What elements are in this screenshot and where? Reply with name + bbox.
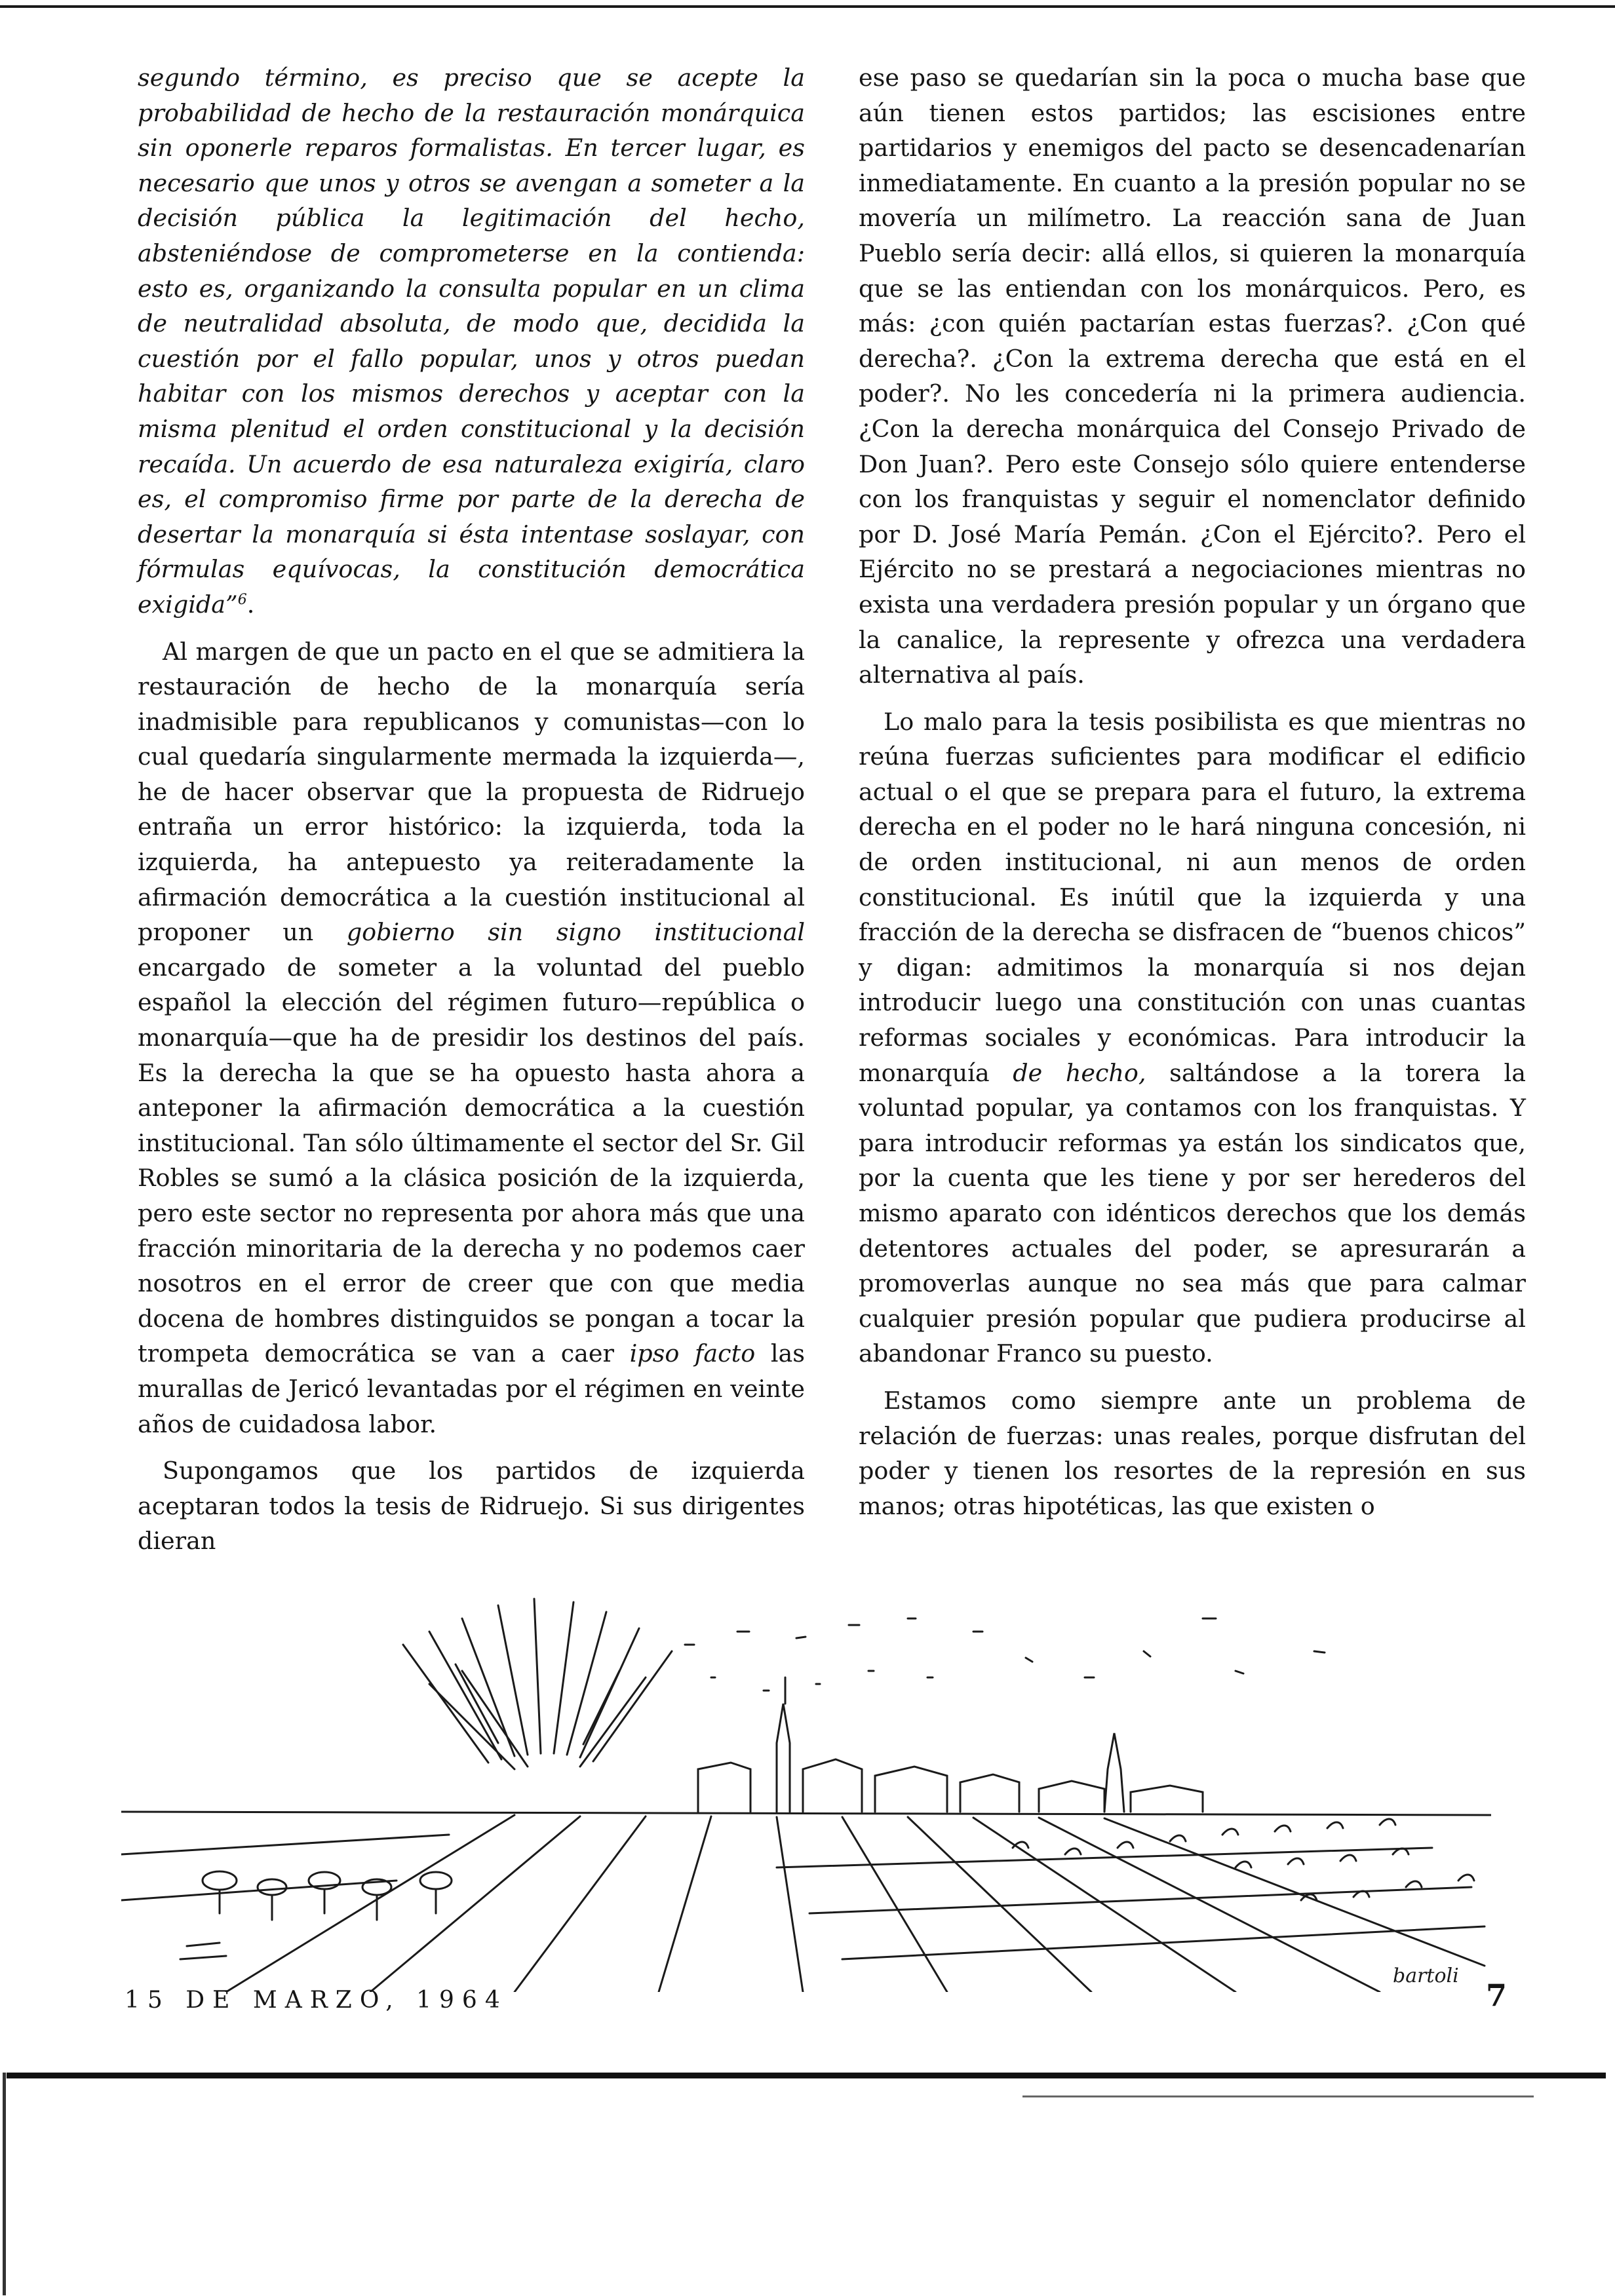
town bbox=[698, 1677, 1203, 1812]
scan-edge-mark bbox=[3, 2073, 6, 2295]
paragraph-left-3: Supongamos que los partidos de izquierda aceptaran todos la tesis de Ridruejo. Si sus dirigentes dieran bbox=[138, 1457, 805, 1556]
paragraph-right-3: Estamos como siempre ante un problema de relación de fuerzas: unas reales, porque disfrutan del poder y tienen los resortes de la represión en sus manos; otras hipotéticas, las que existen o bbox=[859, 1386, 1526, 1520]
paragraph-right-2: Lo malo para la tesis posibilista es que mientras no reúna fuerzas suficientes para modificar el edificio actual o el que se prepara para el futuro, la extrema derecha en el poder no le hará ninguna concesión, ni de orden institucional, ni aun menos de orden constitucional. Es inútil que la izquierda y una fracción de la derecha se disfracen de “buenos chicos” y digan: admitimos la monarquía si nos dejan introducir luego una constitución con unas cuantas reformas sociales y económicas. Para introducir la monarquía de hecho, saltándose a la torera la voluntad popular, ya contamos con los franquistas. Y para introducir reformas ya están los sindicatos que, por la cuenta que les tiene y por ser herederos del mismo aparato con idénticos derechos que los demás detentores actuales del poder, se apresurarán a promoverlas aunque no sea más que para calmar cualquier presión popular que pudiera producirse al abandonar Franco su puesto. bbox=[859, 707, 1526, 1368]
paragraph-left-1: segundo término, es preciso que se acepte la probabilidad de hecho de la restauración monárquica sin oponerle reparos formalistas. En tercer lugar, es necesario que unos y otros se avengan a someter a la decisión pública la legitimación del hecho, absteniéndose de comprometerse en la contienda: esto es, organizando la consulta popular en un clima de neutralidad absoluta, de modo que, decidida la cuestión por el fallo popular, unos y otros puedan habitar con los mismos derechos y aceptar con la misma plenitud el orden constitucional y la decisión recaída. Un acuerdo de esa naturaleza exigiría, claro es, el compromiso firme por parte de la derecha de desertar la monarquía si ésta intentase soslayar, con fórmulas equívocas, la constitución democrática exigida”$^6$. bbox=[138, 64, 805, 619]
trees bbox=[180, 1871, 452, 1959]
issue-date: 15 DE MARZO, 1964 bbox=[125, 1987, 508, 2014]
italic-quote: segundo término, es preciso que se acepte la probabilidad de hecho de la restauración monárquica sin oponerle reparos formalistas. En tercer lugar, es necesario que unos y otros se avengan a someter a la decisión pública la legitimación del hecho, absteniéndose de comprometerse en la contienda: esto es, organizando la consulta popular en un clima de neutralidad absoluta, de modo que, decidida la cuestión por el fallo popular, unos y otros puedan habitar con los mismos derechos y aceptar con la misma plenitud el orden constitucional y la decisión recaída. Un acuerdo de esa naturaleza exigiría, claro es, el compromiso firme por parte de la derecha de desertar la monarquía si ésta intentase soslayar, con fórmulas equívocas, la constitución democrática exigida”$^6$ bbox=[138, 64, 805, 619]
artist-signature: bartoli bbox=[1393, 1964, 1459, 1987]
paragraph-left-2: Al margen de que un pacto en el que se admitiera la restauración de hecho de la monarquía sería inadmisible para republicanos y comunistas—con lo cual quedaría singularmente mermada la izquierda—, he de hacer observar que la propuesta de Ridruejo entraña un error histórico: la izquierda, toda la izquierda, ha antepuesto ya reiteradamente la afirmación democrática a la cuestión institucional al proponer un gobierno sin signo institucional encargado de someter a la voluntad del pueblo español la elección del régimen futuro—república o monarquía—que ha de presidir los destinos del país. Es la derecha la que se ha opuesto hasta ahora a anteponer la afirmación democrática a la cuestión institucional. Tan sólo últimamente el sector del Sr. Gil Robles se sumó a la clásica posición de la izquierda, pero este sector no representa por ahora más que una fracción minoritaria de la derecha y no podemos caer nosotros en el error de creer que con que media docena de hombres distinguidos se pongan a tocar la trompeta democrática se van a caer ipso facto las murallas de Jericó levantadas por el régimen en veinte años de cuidadosa labor. bbox=[138, 637, 806, 1438]
paragraph-right-1: ese paso se quedarían sin la poca o mucha base que aún tienen estos partidos; las escisiones entre partidarios y enemigos del pacto se desencadenarían inmediatamente. En cuanto a la presión popular no se movería un milímetro. La reacción sana de Juan Pueblo sería decir: allá ellos, si quieren la monarquía que se las entiendan con los monárquicos. Pero, es más: ¿con quién pactarían estas fuerzas?. ¿Con qué derecha?. ¿Con la extrema derecha que está en el poder?. No les concedería ni la primera audiencia. ¿Con la derecha monárquica del Consejo Privado de Don Juan?. Pero este Consejo sólo quiere entenderse con los franquistas y seguir el nomenclator definido por D. José María Pemán. ¿Con el Ejército?. Pero el Ejército no se prestará a negociaciones mientras no exista una verdadera presión popular y un órgano que la canalice, la represente y ofrezca una verdadera alternativa al país. bbox=[859, 64, 1526, 689]
top-rule bbox=[0, 5, 1615, 8]
shrubs bbox=[1013, 1819, 1474, 1900]
left-column bbox=[138, 60, 805, 1571]
horizon-line bbox=[121, 1812, 1491, 1815]
fields bbox=[121, 1815, 1485, 1992]
page-number: 7 bbox=[1485, 1978, 1507, 2013]
bottom-rule-thin bbox=[1022, 2095, 1534, 2097]
footnote-ref: 6 bbox=[237, 591, 247, 608]
right-column bbox=[859, 60, 1526, 1535]
birds bbox=[685, 1618, 1325, 1691]
bottom-rule bbox=[7, 2073, 1606, 2078]
sun-rays bbox=[403, 1599, 672, 1769]
landscape-illustration bbox=[121, 1573, 1491, 1992]
